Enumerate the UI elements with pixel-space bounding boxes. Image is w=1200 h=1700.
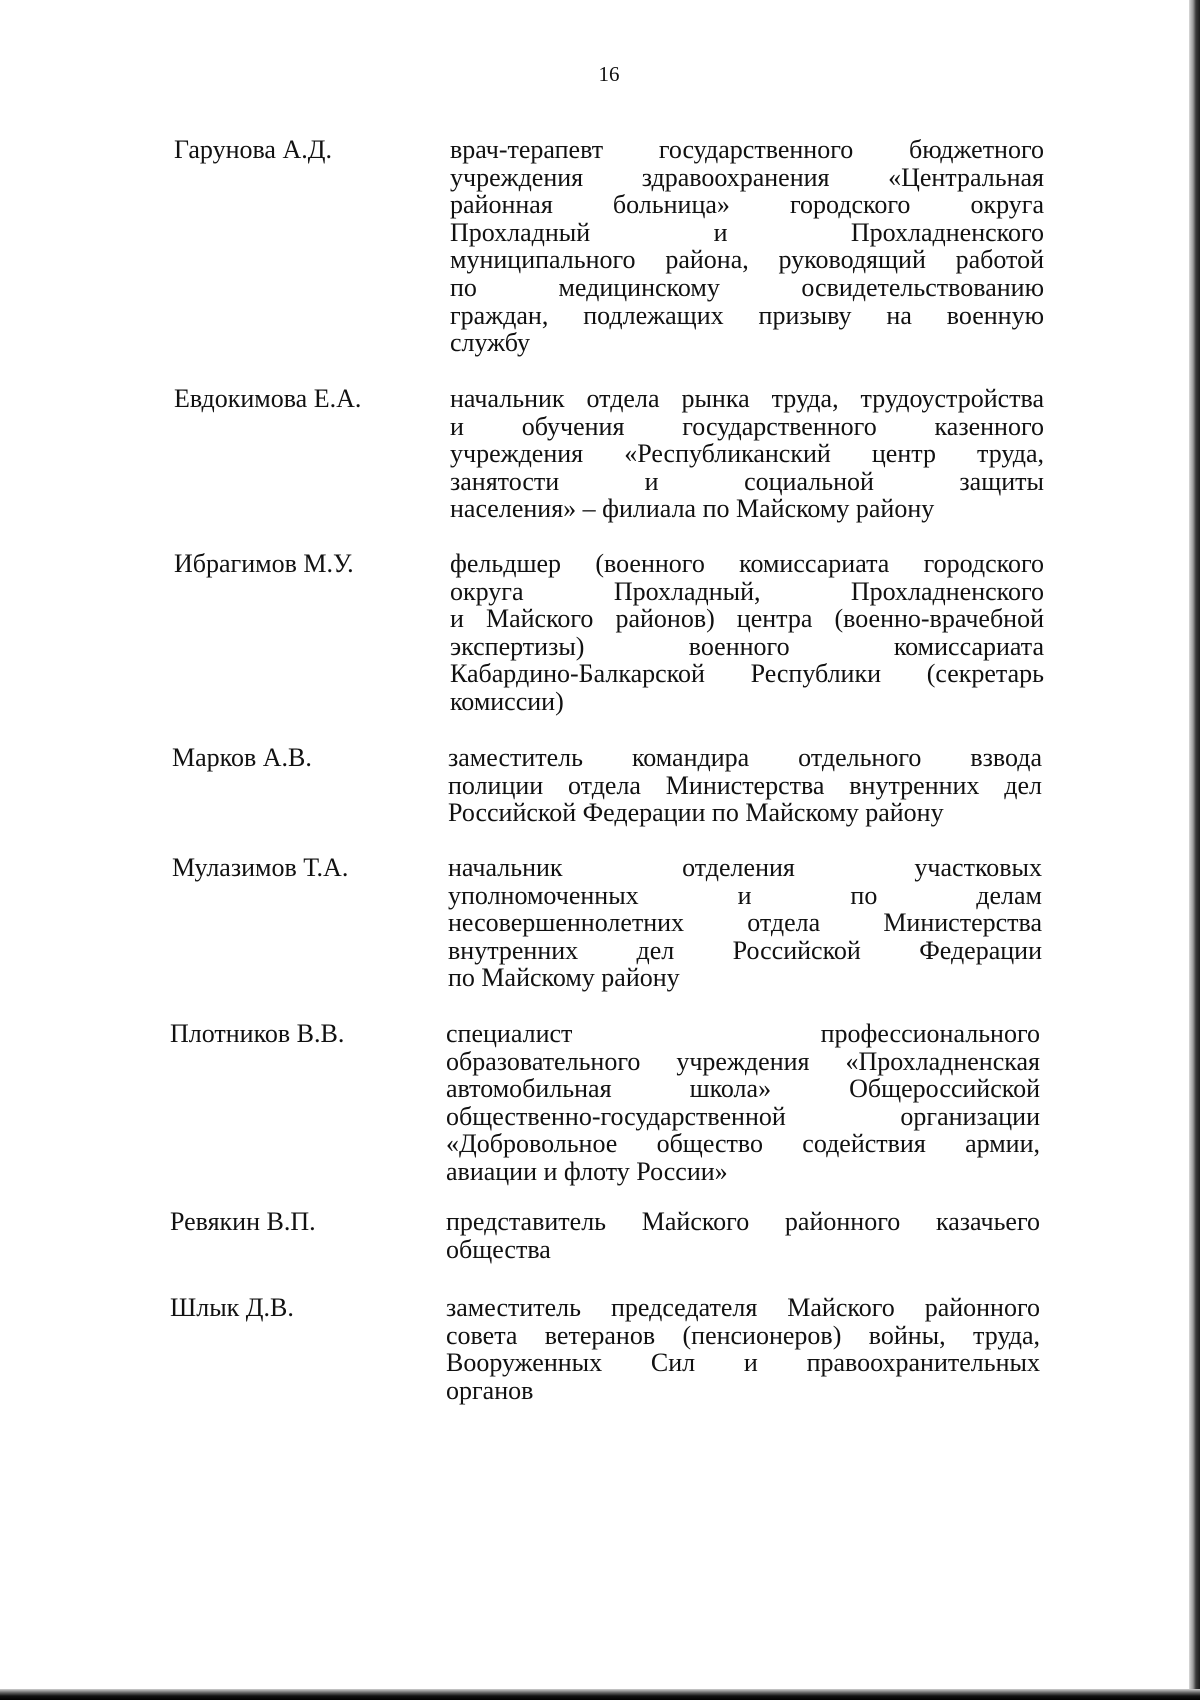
scan-edge-bottom — [0, 1689, 1200, 1700]
position-line: специалист профессионального — [446, 1019, 1040, 1048]
position-line: и обучения государственного казенного — [450, 411, 1044, 441]
position-line: образовательного учреждения «Прохладненская — [446, 1046, 1040, 1076]
position-line: районная больница» городского округа — [450, 190, 1044, 220]
position-line: уполномоченных и по делам — [448, 880, 1042, 910]
position-line: заместитель председателя Майского районного — [446, 1293, 1040, 1322]
member-name: Марков А.В. — [172, 743, 312, 772]
position-line: начальник отделения участковых — [448, 853, 1042, 882]
position-line: начальник отдела рынка труда, трудоустройства — [450, 384, 1044, 413]
member-position — [450, 550, 1044, 716]
position-line: экспертизы) военного комиссариата — [450, 631, 1044, 661]
position-line: общества — [446, 1234, 551, 1264]
member-position — [450, 385, 1044, 523]
position-line: «Добровольное общество содействия армии, — [446, 1129, 1040, 1159]
position-line: граждан, подлежащих призыву на военную — [450, 300, 1044, 330]
position-line: полиции отдела Министерства внутренних дел — [448, 770, 1042, 800]
member-name: Мулазимов Т.А. — [172, 853, 349, 882]
position-line: несовершеннолетних отдела Министерства — [448, 908, 1042, 938]
member-name: Шлык Д.В. — [170, 1293, 294, 1322]
position-line: по Майскому району — [448, 963, 680, 993]
member-position — [446, 1294, 1040, 1404]
member-name: Ибрагимов М.У. — [174, 549, 354, 578]
position-line: авиации и флоту России» — [446, 1156, 728, 1186]
position-line: комиссии) — [450, 686, 564, 716]
position-line: Вооруженных Сил и правоохранительных — [446, 1348, 1040, 1378]
member-name: Ревякин В.П. — [170, 1207, 316, 1236]
position-line: Прохладный и Прохладненского — [450, 217, 1044, 247]
position-line: учреждения «Республиканский центр труда, — [450, 439, 1044, 469]
position-line: фельдшер (военного комиссариата городского — [450, 549, 1044, 578]
position-line: заместитель командира отдельного взвода — [448, 743, 1042, 772]
position-line: службу — [450, 328, 531, 358]
position-line: внутренних дел Российской Федерации — [448, 935, 1042, 965]
position-line: Кабардино-Балкарской Республики (секретарь — [450, 659, 1044, 689]
position-line: представитель Майского районного казачьего — [446, 1207, 1040, 1236]
position-line: населения» – филиала по Майскому району — [450, 494, 935, 524]
member-position — [446, 1208, 1040, 1263]
member-position — [448, 854, 1042, 992]
position-line: врач-терапевт государственного бюджетного — [450, 135, 1044, 164]
position-line: автомобильная школа» Общероссийской — [446, 1074, 1040, 1104]
position-line: по медицинскому освидетельствованию — [450, 272, 1044, 302]
position-line: муниципального района, руководящий работой — [450, 245, 1044, 275]
member-position — [450, 136, 1044, 357]
position-line: занятости и социальной защиты — [450, 466, 1044, 496]
position-line: Российской Федерации по Майскому району — [448, 798, 944, 828]
position-line: общественно-государственной организации — [446, 1101, 1040, 1131]
member-name: Евдокимова Е.А. — [174, 384, 362, 413]
position-line: совета ветеранов (пенсионеров) войны, труда, — [446, 1320, 1040, 1350]
position-line: органов — [446, 1375, 534, 1405]
member-position — [448, 744, 1042, 827]
page-number: 16 — [598, 62, 620, 86]
position-line: округа Прохладный, Прохладненского — [450, 576, 1044, 606]
position-line: и Майского районов) центра (военно-врачебной — [450, 604, 1044, 634]
scan-edge-right — [1189, 0, 1200, 1700]
member-name: Гарунова А.Д. — [174, 135, 332, 164]
position-line: учреждения здравоохранения «Центральная — [450, 162, 1044, 192]
member-name: Плотников В.В. — [170, 1019, 345, 1048]
member-position — [446, 1020, 1040, 1186]
